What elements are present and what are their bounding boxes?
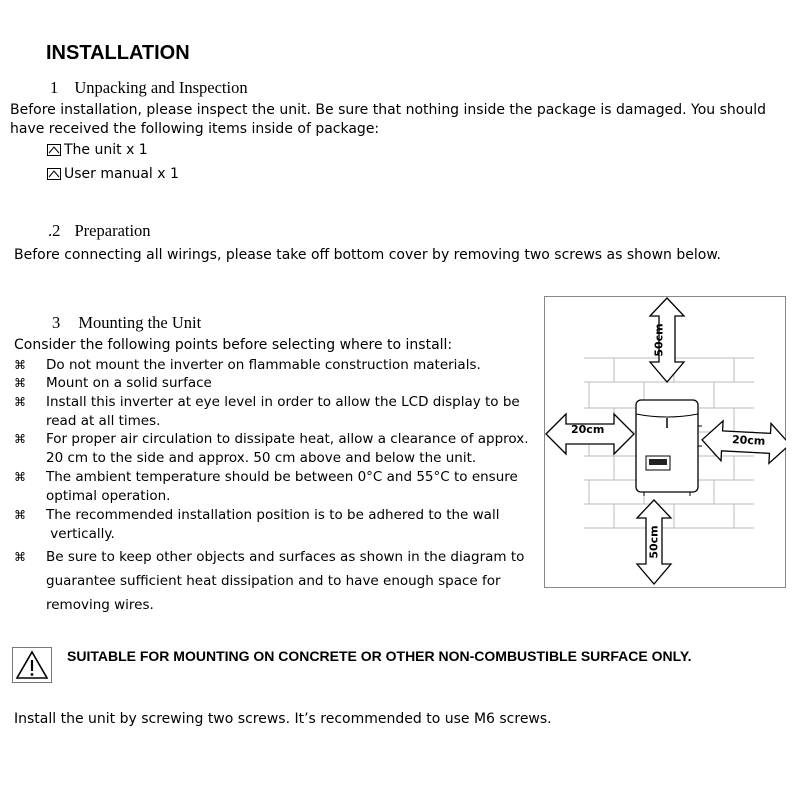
section-2-number: .2 bbox=[48, 221, 61, 240]
bullet-symbol-icon: ⌘ bbox=[14, 550, 26, 564]
section-3-intro: Consider the following points before selecting where to install: bbox=[14, 337, 453, 353]
warning-text: SUITABLE FOR MOUNTING ON CONCRETE OR OTHER NON-COMBUSTIBLE SURFACE ONLY. bbox=[67, 648, 692, 664]
clearance-diagram bbox=[544, 296, 786, 588]
bullet-item bbox=[14, 506, 544, 544]
section-2-heading bbox=[48, 221, 151, 241]
package-item-label: User manual x 1 bbox=[64, 166, 179, 182]
bullet-line: For proper air circulation to dissipate heat, allow a clearance of approx. bbox=[46, 431, 529, 447]
bullet-line: Install this inverter at eye level in order to allow the LCD display to be bbox=[46, 394, 520, 410]
bullet-item bbox=[14, 430, 544, 468]
bullet-line: vertically. bbox=[46, 526, 115, 542]
right-clearance-label: 20cm bbox=[731, 433, 766, 448]
page-title: INSTALLATION bbox=[46, 42, 190, 64]
bullet-line: Be sure to keep other objects and surfaces as shown in the diagram to bbox=[46, 549, 525, 565]
bullet-line: 20 cm to the side and approx. 50 cm above and below the unit. bbox=[46, 450, 477, 466]
package-item bbox=[47, 166, 179, 182]
section-1-heading bbox=[50, 78, 248, 98]
bullet-symbol-icon: ⌘ bbox=[14, 358, 26, 372]
bottom-clearance-label: 50cm bbox=[647, 525, 661, 559]
bullet-symbol-icon: ⌘ bbox=[14, 508, 26, 522]
bullet-line: The recommended installation position is to be adhered to the wall bbox=[46, 507, 500, 523]
section-1-title: Unpacking and Inspection bbox=[74, 78, 248, 97]
bullet-line: optimal operation. bbox=[46, 488, 171, 504]
text-line: Before installation, please inspect the unit. Be sure that nothing inside the package is damaged. You should bbox=[10, 102, 766, 118]
bullet-line: guarantee sufficient heat dissipation and to have enough space for bbox=[46, 573, 501, 589]
box-icon bbox=[47, 168, 61, 180]
bullet-item bbox=[14, 393, 544, 431]
section-3-number: 3 bbox=[52, 313, 61, 332]
section-1-text bbox=[10, 101, 766, 139]
bullet-symbol-icon: ⌘ bbox=[14, 376, 26, 390]
package-item-label: The unit x 1 bbox=[64, 142, 148, 158]
bullet-symbol-icon: ⌘ bbox=[14, 432, 26, 446]
text-line: have received the following items inside of package: bbox=[10, 121, 380, 137]
bullet-item bbox=[14, 356, 544, 375]
section-1-number: 1 bbox=[50, 78, 59, 97]
bullet-item bbox=[14, 545, 544, 617]
warning-triangle-icon bbox=[12, 647, 52, 683]
section-2-text: Before connecting all wirings, please take off bottom cover by removing two screws as shown below. bbox=[14, 247, 721, 263]
bullet-line: Do not mount the inverter on flammable construction materials. bbox=[46, 357, 481, 373]
section-3-title: Mounting the Unit bbox=[78, 313, 202, 332]
left-clearance-label: 20cm bbox=[571, 423, 605, 436]
bullet-line: read at all times. bbox=[46, 413, 161, 429]
bullet-line: removing wires. bbox=[46, 597, 154, 613]
top-clearance-label: 50cm bbox=[652, 323, 666, 357]
section-3-heading bbox=[52, 313, 201, 333]
bullet-symbol-icon: ⌘ bbox=[14, 395, 26, 409]
box-icon bbox=[47, 144, 61, 156]
footer-text: Install the unit by screwing two screws. It’s recommended to use M6 screws. bbox=[14, 711, 552, 727]
bullet-item bbox=[14, 468, 544, 506]
bullet-item bbox=[14, 374, 544, 393]
bullet-symbol-icon: ⌘ bbox=[14, 470, 26, 484]
inverter-icon bbox=[636, 400, 702, 496]
package-item bbox=[47, 142, 148, 158]
section-2-title: Preparation bbox=[74, 221, 151, 240]
bullet-line: Mount on a solid surface bbox=[46, 375, 212, 391]
bullet-line: The ambient temperature should be between 0°C and 55°C to ensure bbox=[46, 469, 518, 485]
